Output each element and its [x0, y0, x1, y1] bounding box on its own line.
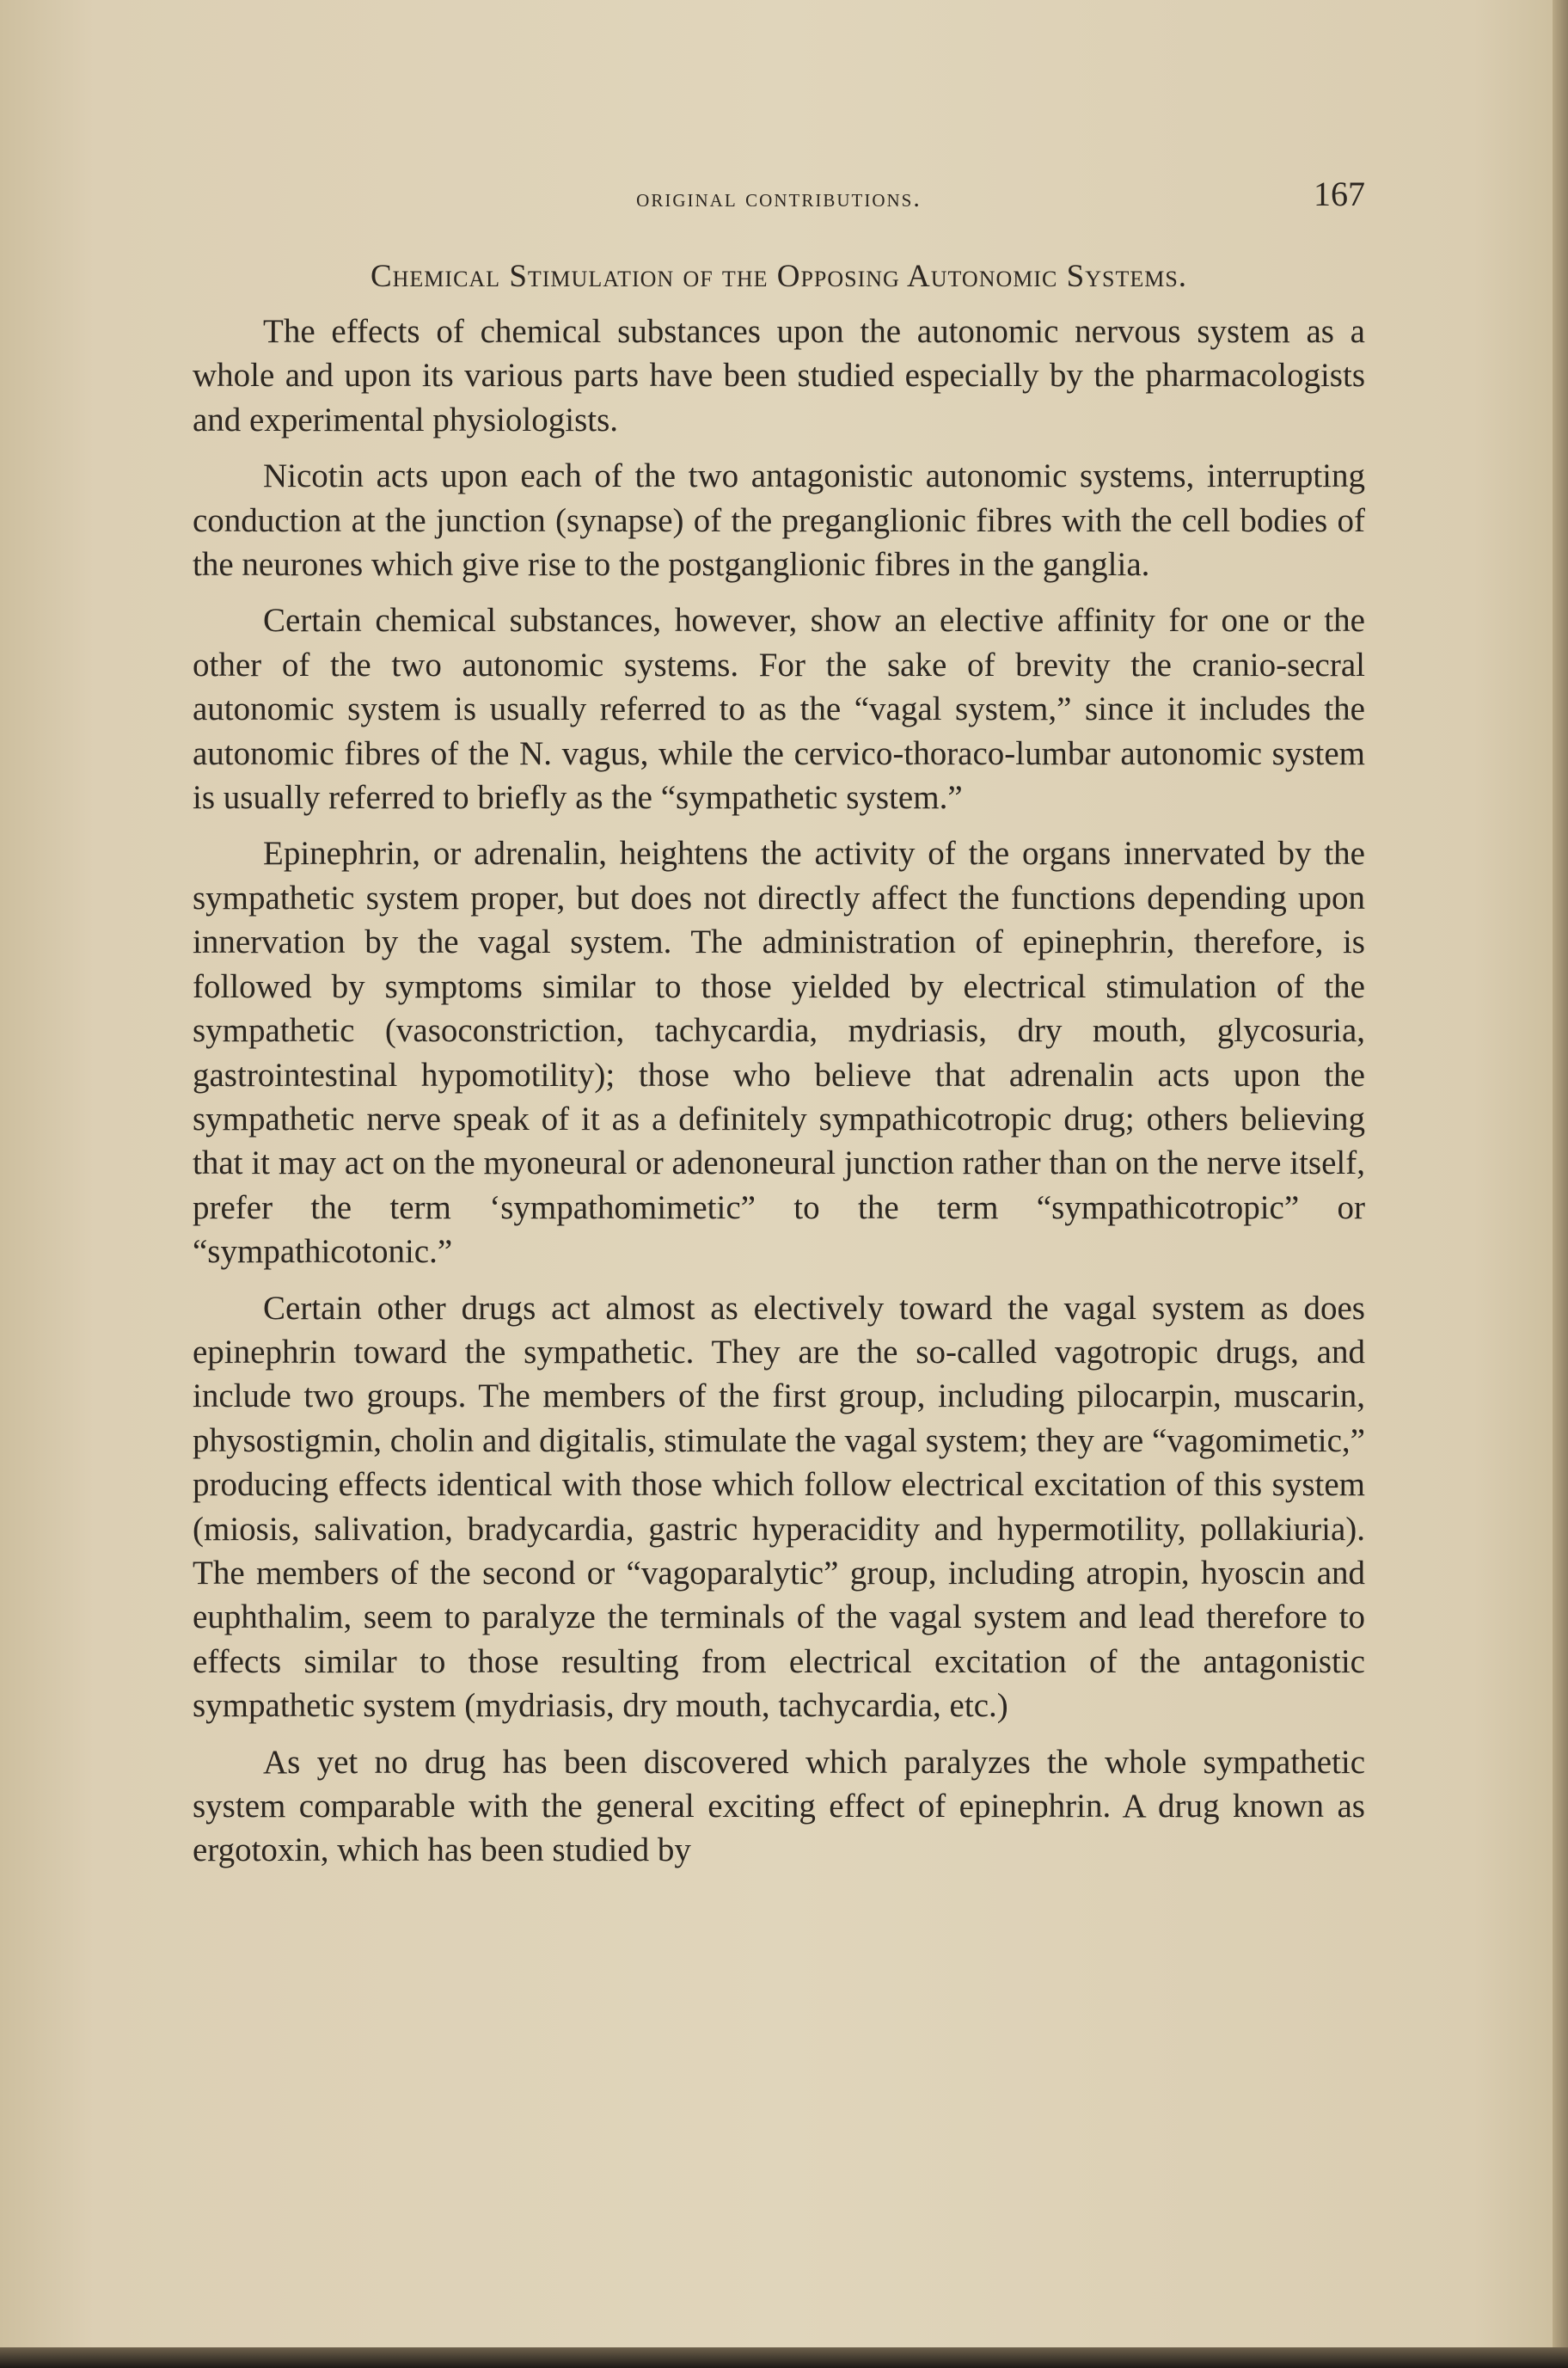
running-head: [193, 175, 1365, 236]
page-edge-right: [1553, 0, 1568, 2368]
paragraph: Certain chemical substances, however, show an elective affinity for one or the other of the two autonomic systems. For the sake of brevity the cranio-secral autonomic system is usually referred to as the “vagal system,” since it includes the autonomic fibres of the N. vagus, while the cervico-thoraco-lumbar autonomic system is usually referred to briefly as the “sympathetic system.”: [193, 602, 1365, 817]
paragraph: As yet no drug has been discovered which paralyzes the whole sympathetic system comparable with the general exciting effect of epinephrin. A drug known as ergotoxin, which has been studied by: [193, 1743, 1365, 1869]
paragraph: Certain other drugs act almost as electively toward the vagal system as does epinephrin toward the sympathetic. They are the so-called vagotropic drugs, and include two groups. The members of the first group, including pilocarpin, muscarin, physostigmin, cholin and digitalis, stimulate the vagal system; they are “vagomimetic,” producing effects identical with those which follow electrical excitation of this system (miosis, salivation, bradycardia, gastric hyperacidity and hypermotility, pollakiuria). The members of the second or “vagoparalytic” group, including atropin, hyoscin and euphthalim, seem to paralyze the terminals of the vagal system and lead therefore to effects similar to those resulting from electrical excitation of the antagonistic sympathetic system (mydriasis, dry mouth, tachycardia, etc.): [193, 1289, 1365, 1725]
page-edge-bottom: [0, 2347, 1568, 2368]
section-title: Chemical Stimulation of the Opposing Autonomic Systems.: [370, 259, 1188, 294]
running-title: original contributions.: [636, 184, 922, 212]
paragraph: The effects of chemical substances upon the autonomic nervous system as a whole and upon its various parts have been studied especially by the pharmacologists and experimental physiologists.: [193, 313, 1365, 439]
page-number: 167: [1314, 175, 1365, 213]
body-text: [193, 310, 1365, 1885]
paragraph: Nicotin acts upon each of the two antagonistic autonomic systems, interrupting conduction at the junction (synapse) of the preganglionic fibres with the cell bodies of the neurones which give rise to the postganglionic fibres in the ganglia.: [193, 457, 1365, 584]
paragraph: Epinephrin, or adrenalin, heightens the activity of the organs innervated by the sympathetic system proper, but does not directly affect the functions depending upon innervation by the vagal system. The administration of epinephrin, therefore, is followed by symptoms similar to those yielded by electrical stimulation of the sympathetic (vasoconstriction, tachycardia, mydriasis, dry mouth, glycosuria, gastrointestinal hypomotility); those who believe that adrenalin acts upon the sympathetic nerve speak of it as a definitely sympathicotropic drug; others believing that it may act on the myoneural or adenoneural junction rather than on the nerve itself, prefer the term ‘sympathomimetic” to the term “sympathicotropic” or “sympathicotonic.”: [193, 835, 1365, 1271]
